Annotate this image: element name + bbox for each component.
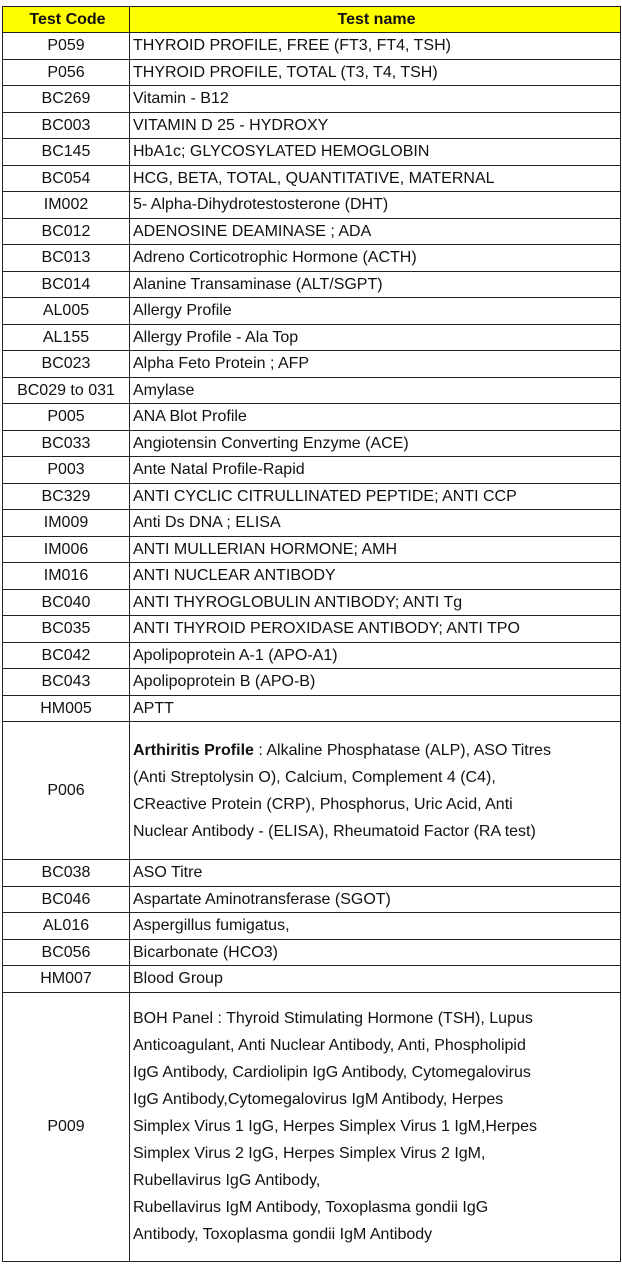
table-header-row <box>3 7 621 33</box>
boh-section <box>3 992 621 1261</box>
test-code-cell: P005 <box>3 404 130 431</box>
table-row <box>3 860 621 887</box>
text-line: Simplex Virus 1 IgG, Herpes Simplex Virus 1 IgM,Herpes <box>133 1118 538 1135</box>
table-row <box>3 218 621 245</box>
test-name-cell: THYROID PROFILE, FREE (FT3, FT4, TSH) <box>130 33 621 60</box>
table-row <box>3 86 621 113</box>
test-code-cell: BC046 <box>3 886 130 913</box>
test-name-cell: Allergy Profile <box>130 298 621 325</box>
text-line: IgG Antibody,Cytomegalovirus IgM Antibody, Herpes <box>133 1091 504 1108</box>
table-row <box>3 483 621 510</box>
test-name-cell: Adreno Corticotrophic Hormone (ACTH) <box>130 245 621 272</box>
test-code-cell: BC023 <box>3 351 130 378</box>
table-row <box>3 404 621 431</box>
test-code-cell: BC014 <box>3 271 130 298</box>
table-row <box>3 992 621 1261</box>
test-name-cell: Aspartate Aminotransferase (SGOT) <box>130 886 621 913</box>
test-name-cell <box>130 722 621 860</box>
table-row <box>3 939 621 966</box>
table-row <box>3 722 621 860</box>
test-code-cell: BC269 <box>3 86 130 113</box>
test-code-cell: BC056 <box>3 939 130 966</box>
arthritis-section <box>3 722 621 860</box>
table-row <box>3 913 621 940</box>
table-row <box>3 192 621 219</box>
test-name-cell: Amylase <box>130 377 621 404</box>
test-name-cell: Alpha Feto Protein ; AFP <box>130 351 621 378</box>
test-name-cell: Angiotensin Converting Enzyme (ACE) <box>130 430 621 457</box>
table-row <box>3 351 621 378</box>
text-line: : Alkaline Phosphatase (ALP), ASO Titres <box>253 741 551 759</box>
table-row <box>3 165 621 192</box>
test-code-cell: P056 <box>3 59 130 86</box>
test-name-cell: ANTI CYCLIC CITRULLINATED PEPTIDE; ANTI CCP <box>130 483 621 510</box>
test-code-cell: AL155 <box>3 324 130 351</box>
test-code-cell: IM016 <box>3 563 130 590</box>
test-name-cell: Bicarbonate (HCO3) <box>130 939 621 966</box>
table-body <box>3 860 621 993</box>
test-code-cell: BC003 <box>3 112 130 139</box>
test-name-cell: ANTI MULLERIAN HORMONE; AMH <box>130 536 621 563</box>
test-code-cell: BC029 to 031 <box>3 377 130 404</box>
test-name-cell: Allergy Profile - Ala Top <box>130 324 621 351</box>
test-name-cell: Blood Group <box>130 966 621 993</box>
table-row <box>3 139 621 166</box>
test-name-cell: THYROID PROFILE, TOTAL (T3, T4, TSH) <box>130 59 621 86</box>
test-name-cell: ANTI THYROGLOBULIN ANTIBODY; ANTI Tg <box>130 589 621 616</box>
test-code-cell: IM002 <box>3 192 130 219</box>
test-name-cell <box>130 992 621 1261</box>
table-row <box>3 324 621 351</box>
table-row <box>3 669 621 696</box>
table-row <box>3 589 621 616</box>
test-code-cell: BC043 <box>3 669 130 696</box>
text-line: IgG Antibody, Cardiolipin IgG Antibody, Cytomegalovirus <box>133 1064 531 1081</box>
test-code-cell: AL016 <box>3 913 130 940</box>
table-row <box>3 112 621 139</box>
header-test-name: Test name <box>130 7 621 33</box>
header-test-code: Test Code <box>3 7 130 33</box>
text-line: (Anti Streptolysin O), Calcium, Complement 4 (C4), <box>133 768 496 786</box>
table-row <box>3 642 621 669</box>
test-code-cell: IM009 <box>3 510 130 537</box>
text-line: Anticoagulant, Anti Nuclear Antibody, Anti, Phospholipid <box>133 1037 526 1054</box>
table-row <box>3 510 621 537</box>
table-row <box>3 536 621 563</box>
test-name-cell: HCG, BETA, TOTAL, QUANTITATIVE, MATERNAL <box>130 165 621 192</box>
test-code-cell: BC035 <box>3 616 130 643</box>
table-row <box>3 430 621 457</box>
table-row <box>3 59 621 86</box>
table-row <box>3 616 621 643</box>
table-row <box>3 457 621 484</box>
test-code-cell: HM005 <box>3 695 130 722</box>
test-code-cell: P006 <box>3 722 130 860</box>
table-row <box>3 271 621 298</box>
test-name-cell: Apolipoprotein B (APO-B) <box>130 669 621 696</box>
text-line: Rubellavirus IgM Antibody, Toxoplasma gondii IgG <box>133 1199 489 1216</box>
test-code-cell: HM007 <box>3 966 130 993</box>
table-body <box>3 33 621 722</box>
test-code-cell: IM006 <box>3 536 130 563</box>
test-name-cell: 5- Alpha-Dihydrotestosterone (DHT) <box>130 192 621 219</box>
test-code-cell: BC040 <box>3 589 130 616</box>
test-name-cell: Vitamin - B12 <box>130 86 621 113</box>
test-code-cell: BC038 <box>3 860 130 887</box>
test-name-cell: Anti Ds DNA ; ELISA <box>130 510 621 537</box>
test-code-cell: AL005 <box>3 298 130 325</box>
test-name-cell: ANA Blot Profile <box>130 404 621 431</box>
table-row <box>3 563 621 590</box>
test-name-cell: Aspergillus fumigatus, <box>130 913 621 940</box>
test-name-cell: ANTI NUCLEAR ANTIBODY <box>130 563 621 590</box>
test-code-cell: P009 <box>3 992 130 1261</box>
table-row <box>3 298 621 325</box>
test-name-cell: ASO Titre <box>130 860 621 887</box>
table-row <box>3 245 621 272</box>
table-row <box>3 33 621 60</box>
table-row <box>3 966 621 993</box>
test-name-cell: Apolipoprotein A-1 (APO-A1) <box>130 642 621 669</box>
profile-title: Arthiritis Profile <box>133 741 254 759</box>
test-code-cell: BC329 <box>3 483 130 510</box>
test-code-cell: BC054 <box>3 165 130 192</box>
text-line: Simplex Virus 2 IgG, Herpes Simplex Virus 2 IgM, <box>133 1145 486 1162</box>
text-line: BOH Panel : Thyroid Stimulating Hormone (TSH), Lupus <box>133 1010 533 1027</box>
test-name-cell: ANTI THYROID PEROXIDASE ANTIBODY; ANTI TPO <box>130 616 621 643</box>
test-code-cell: P059 <box>3 33 130 60</box>
test-code-cell: P003 <box>3 457 130 484</box>
test-code-cell: BC145 <box>3 139 130 166</box>
test-name-cell: APTT <box>130 695 621 722</box>
text-line: CReactive Protein (CRP), Phosphorus, Uric Acid, Anti <box>133 795 513 813</box>
test-name-cell: HbA1c; GLYCOSYLATED HEMOGLOBIN <box>130 139 621 166</box>
test-code-cell: BC033 <box>3 430 130 457</box>
text-line: Nuclear Antibody - (ELISA), Rheumatoid Factor (RA test) <box>133 822 536 840</box>
table-row <box>3 695 621 722</box>
text-line: Antibody, Toxoplasma gondii IgM Antibody <box>133 1226 433 1243</box>
test-code-table <box>2 6 621 1262</box>
test-code-cell: BC042 <box>3 642 130 669</box>
test-code-cell: BC013 <box>3 245 130 272</box>
test-name-cell: Alanine Transaminase (ALT/SGPT) <box>130 271 621 298</box>
text-line: Rubellavirus IgG Antibody, <box>133 1172 321 1189</box>
table-row <box>3 886 621 913</box>
test-name-cell: Ante Natal Profile-Rapid <box>130 457 621 484</box>
test-name-cell: VITAMIN D 25 - HYDROXY <box>130 112 621 139</box>
test-code-cell: BC012 <box>3 218 130 245</box>
table-row <box>3 377 621 404</box>
test-name-cell: ADENOSINE DEAMINASE ; ADA <box>130 218 621 245</box>
